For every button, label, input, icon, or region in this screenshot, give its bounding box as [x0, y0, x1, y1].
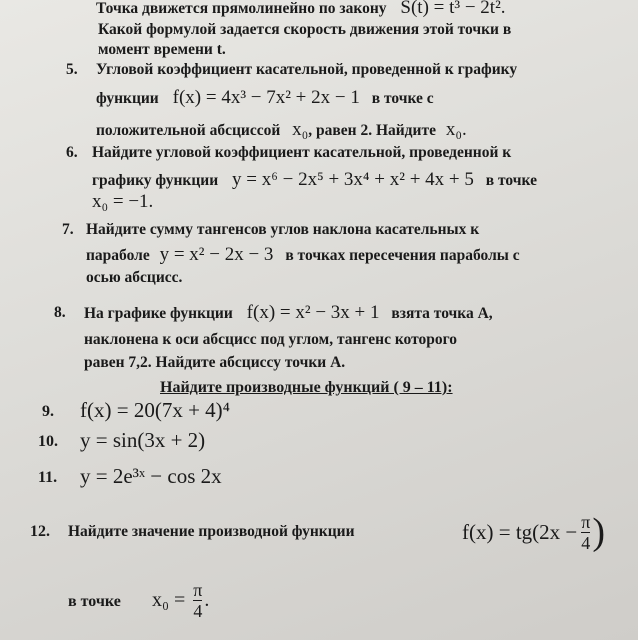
p5-text-a: функции [96, 90, 159, 107]
p12-pi-b: π [193, 579, 203, 600]
p7-text-a: параболе [86, 247, 150, 264]
p12-text: Найдите значение производной функции [68, 523, 355, 540]
p5-text-b: в точке с [371, 90, 434, 107]
p12-pi-over-4-b [193, 580, 202, 621]
p8-line3: равен 7,2. Найдите абсциссу точки А. [84, 354, 346, 371]
p9-formula: f(x) = 20(7x + 4)⁴ [80, 398, 230, 422]
p5-line2 [96, 88, 434, 109]
p8-formula: f(x) = x² − 3x + 1 [246, 302, 380, 323]
p5-x0-b: x₀. [445, 119, 467, 140]
p4-line2: Какой формулой задается скорость движения этой точки в [98, 21, 512, 38]
p12-four-b: 4 [193, 600, 203, 621]
p12-line2-text: в точке [68, 593, 121, 610]
p10-formula: y = sin(3x + 2) [80, 428, 206, 452]
p10-number: 10. [38, 433, 58, 450]
p7-line3: осью абсцисс. [86, 269, 183, 286]
p5-line3 [96, 120, 467, 141]
p5-line1: Угловой коэффициент касательной, проведенной к графику [96, 61, 518, 78]
p5-text-d: , равен 2. Найдите [308, 122, 436, 139]
p8-number: 8. [54, 304, 66, 321]
p4-text: Точка движется прямолинейно по закону [96, 0, 387, 17]
p12-close-paren: ) [592, 511, 605, 553]
p4-line3: момент времени t. [98, 41, 226, 58]
p6-line3: x₀ = −1. [92, 191, 154, 212]
p11-number: 11. [38, 469, 58, 486]
p12-pi-over-4 [581, 512, 590, 553]
p12-line2-formula [152, 570, 209, 630]
p6-line2 [92, 170, 537, 191]
p8-line1 [84, 303, 493, 324]
p12-pi: π [581, 511, 591, 532]
p8-line2: наклонена к оси абсцисс под углом, тангенс которого [84, 331, 458, 348]
p6-number: 6. [66, 144, 78, 161]
p4-line1 [96, 0, 506, 19]
p6-formula: y = x⁶ − 2x⁵ + 3x⁴ + x² + 4x + 5 [232, 169, 474, 190]
p5-number: 5. [66, 61, 78, 78]
p8-text-b: взята точка А, [391, 305, 493, 322]
p11-formula: y = 2e³ˣ − cos 2x [80, 464, 222, 488]
p7-line1: Найдите сумму тангенсов углов наклона касательных к [86, 221, 480, 238]
p12-x0-eq: x₀ = [152, 588, 186, 611]
p7-number: 7. [62, 221, 74, 238]
p12-dot: . [204, 588, 210, 611]
p12-formula [462, 502, 605, 562]
p7-line2 [86, 245, 520, 266]
p6-text-a: графику функции [92, 172, 219, 189]
p6-text-b: в точке [485, 172, 537, 189]
p12-four: 4 [581, 532, 591, 553]
p9-number: 9. [42, 403, 54, 420]
p7-text-b: в точках пересечения параболы с [285, 247, 520, 264]
p6-line1: Найдите угловой коэффициент касательной, проведенной к [92, 144, 512, 161]
p8-text-a: На графике функции [84, 305, 233, 322]
p12-number: 12. [30, 523, 50, 540]
p7-formula: y = x² − 2x − 3 [159, 244, 274, 265]
p5-x0: x₀ [292, 119, 309, 140]
p5-text-c: положительной абсциссой [96, 122, 281, 139]
p12-formula-pre: f(x) = tg(2x − [462, 519, 578, 544]
derivatives-heading: Найдите производные функций ( 9 – 11): [160, 379, 453, 396]
p5-formula: f(x) = 4x³ − 7x² + 2x − 1 [172, 87, 360, 108]
p4-formula: S(t) = t³ − 2t². [400, 0, 506, 18]
